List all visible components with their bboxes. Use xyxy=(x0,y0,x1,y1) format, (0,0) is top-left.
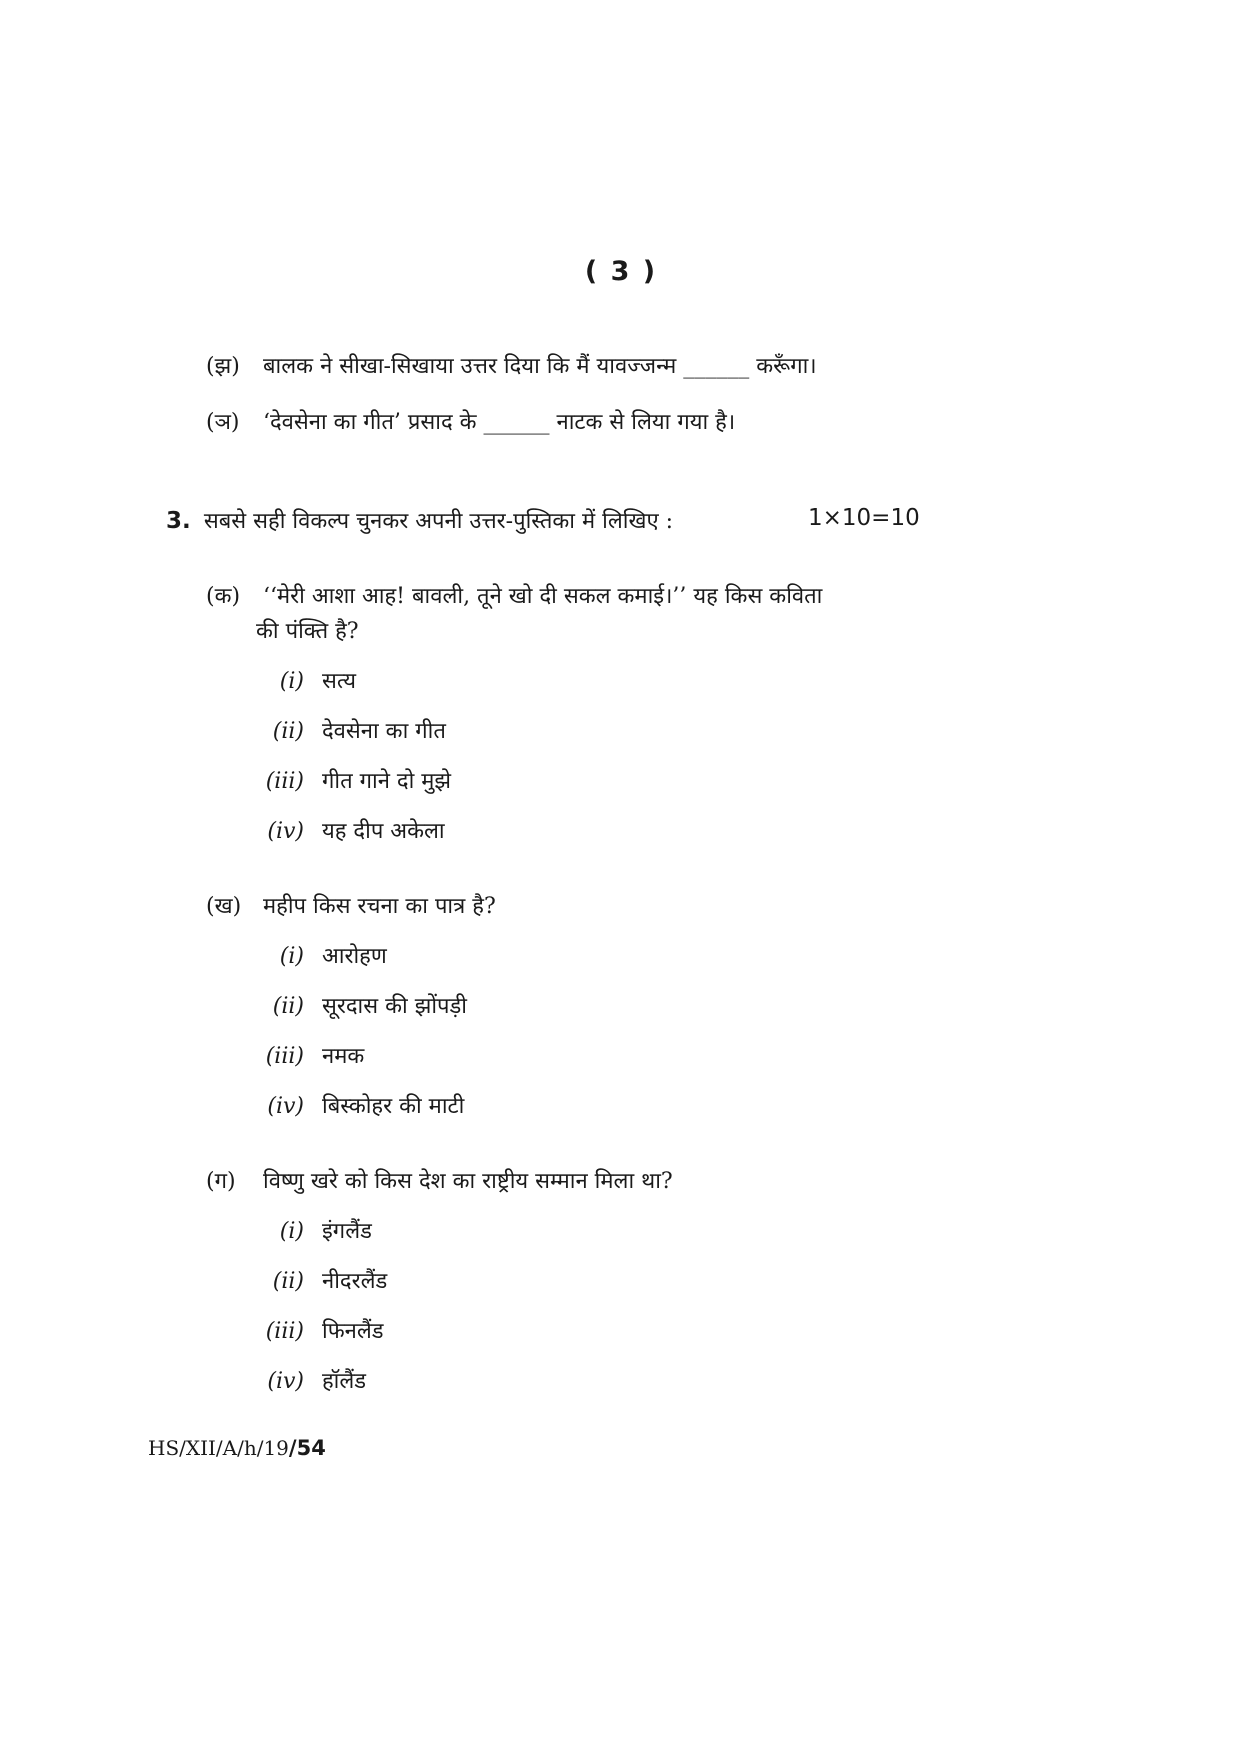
option-ga-iv xyxy=(258,1365,366,1395)
option-text: इंगलैंड xyxy=(322,1219,372,1244)
paper-code-suffix: /54 xyxy=(288,1436,326,1460)
option-ga-i xyxy=(258,1215,372,1245)
option-number: (iii) xyxy=(265,1319,304,1344)
sub-question-text: ‘‘मेरी आशा आह! बावली, तूने खो दी सकल कमाई।’’ यह किस कविता xyxy=(263,584,823,609)
option-text: गीत गाने दो मुझे xyxy=(322,769,452,794)
item-marker: (ञ) xyxy=(206,410,240,435)
sub-question-text: विष्णु खरे को किस देश का राष्ट्रीय सम्मान मिला था? xyxy=(263,1169,673,1194)
paper-code-prefix: HS/XII/A/h/19 xyxy=(148,1436,289,1460)
option-ka-iv xyxy=(258,815,445,845)
question-marks: 1×10=10 xyxy=(808,505,920,531)
sub-question-kha xyxy=(206,890,496,920)
question-number: 3. xyxy=(166,508,191,534)
option-ga-ii xyxy=(258,1265,387,1295)
option-text: सत्य xyxy=(322,669,357,694)
option-number: (ii) xyxy=(272,994,304,1019)
item-marker: (झ) xyxy=(206,354,240,379)
sub-question-ka xyxy=(206,580,822,610)
option-text: नीदरलैंड xyxy=(322,1269,388,1294)
sub-question-ka-line2: की पंक्ति है? xyxy=(256,619,359,644)
option-ka-i xyxy=(258,665,356,695)
option-text: देवसेना का गीत xyxy=(322,719,446,744)
option-ga-iii xyxy=(258,1315,384,1345)
sub-question-marker: (ख) xyxy=(206,894,242,919)
option-text: नमक xyxy=(322,1044,365,1069)
question-3-header xyxy=(166,505,673,535)
option-number: (iv) xyxy=(267,1094,304,1119)
option-text: आरोहण xyxy=(322,944,387,969)
option-kha-iii xyxy=(258,1040,364,1070)
sub-question-marker: (क) xyxy=(206,584,241,609)
option-text: बिस्कोहर की माटी xyxy=(322,1094,465,1119)
option-number: (ii) xyxy=(272,719,304,744)
option-number: (ii) xyxy=(272,1269,304,1294)
blank-item-jha xyxy=(206,350,817,380)
sub-question-marker: (ग) xyxy=(206,1169,236,1194)
option-kha-i xyxy=(258,940,387,970)
option-ka-ii xyxy=(258,715,446,745)
option-kha-ii xyxy=(258,990,467,1020)
page-number: ( 3 ) xyxy=(584,256,658,287)
blank-item-nya xyxy=(206,406,735,436)
option-text: हॉलैंड xyxy=(322,1369,367,1394)
option-number: (iv) xyxy=(267,1369,304,1394)
option-ka-iii xyxy=(258,765,451,795)
option-number: (i) xyxy=(279,669,304,694)
option-number: (iii) xyxy=(265,1044,304,1069)
option-text: यह दीप अकेला xyxy=(322,819,445,844)
question-instruction: सबसे सही विकल्प चुनकर अपनी उत्तर-पुस्तिका में लिखिए : xyxy=(203,509,674,534)
option-text: फिनलैंड xyxy=(322,1319,384,1344)
paper-code xyxy=(148,1436,326,1460)
option-number: (i) xyxy=(279,944,304,969)
option-kha-iv xyxy=(258,1090,464,1120)
option-number: (iv) xyxy=(267,819,304,844)
item-text: ‘देवसेना का गीत’ प्रसाद के ______ नाटक से लिया गया है। xyxy=(263,410,736,435)
option-number: (i) xyxy=(279,1219,304,1244)
sub-question-text: महीप किस रचना का पात्र है? xyxy=(263,894,496,919)
option-text: सूरदास की झोंपड़ी xyxy=(322,994,467,1019)
item-text: बालक ने सीखा-सिखाया उत्तर दिया कि मैं यावज्जन्म ______ करूँगा। xyxy=(263,354,817,379)
sub-question-ga xyxy=(206,1165,673,1195)
option-number: (iii) xyxy=(265,769,304,794)
